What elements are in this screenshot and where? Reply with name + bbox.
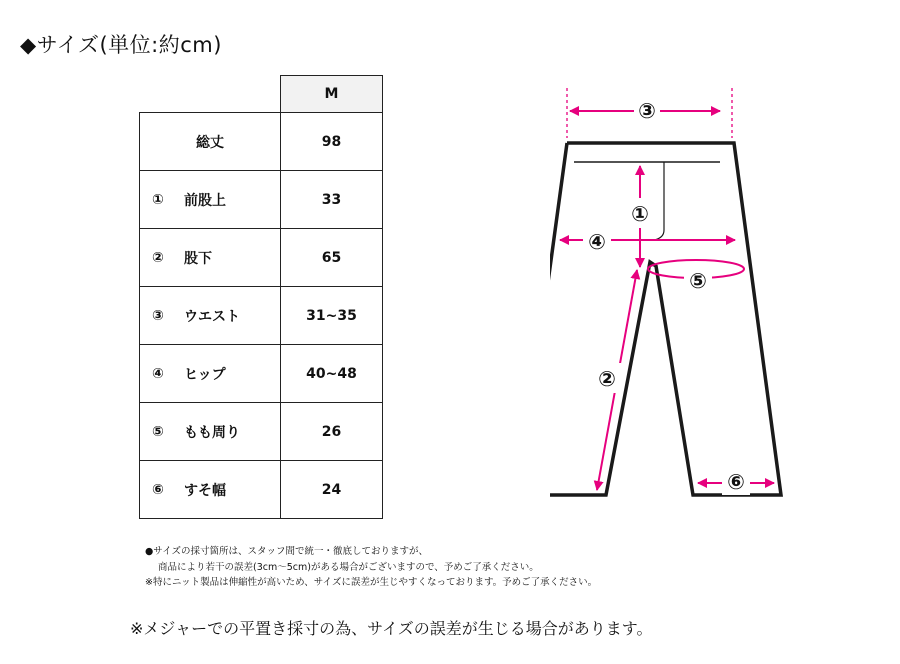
note-line: 商品により若干の誤差(3cm〜5cm)がある場合がございますので、予めご了承ください。 — [158, 561, 539, 573]
measure-value: 40~48 — [281, 345, 383, 403]
table-row — [140, 461, 383, 519]
size-column-header: M — [281, 76, 383, 113]
measure-value: 31~35 — [281, 287, 383, 345]
table-row — [140, 229, 383, 287]
label-front-rise-number: ① — [631, 202, 649, 226]
measure-value: 65 — [281, 229, 383, 287]
note-line: ●サイズの採寸箇所は、スタッフ間で統一・徹底しておりますが、 — [145, 546, 429, 557]
measure-label — [140, 229, 281, 287]
pants-outline — [550, 142, 781, 495]
label-inseam-number: ② — [598, 367, 616, 391]
measure-number: ② — [152, 249, 164, 266]
measure-number: ③ — [152, 307, 164, 324]
measure-number: ⑥ — [152, 481, 164, 498]
note-line: ※特にニット製品は伸縮性が高いため、サイズに誤差が生じやすくなっております。予めご了承ください。 — [145, 577, 598, 588]
measure-label — [140, 345, 281, 403]
measure-label — [140, 403, 281, 461]
table-row — [140, 345, 383, 403]
table-row — [140, 171, 383, 229]
measure-label — [140, 113, 281, 171]
label-thigh-number: ⑤ — [689, 269, 707, 293]
size-table — [139, 75, 383, 519]
label-waist-number: ③ — [638, 99, 656, 123]
measure-name: すそ幅 — [184, 482, 226, 499]
size-table-corner — [140, 76, 281, 113]
page-title: ◆サイズ(単位:約cm) — [20, 33, 222, 57]
size-table-header-row — [140, 76, 383, 113]
table-row — [140, 403, 383, 461]
measure-name: 総丈 — [196, 134, 224, 151]
measurement-notes — [145, 544, 597, 591]
measure-number: ① — [152, 191, 164, 208]
fly-line — [654, 162, 664, 240]
measure-name: もも周り — [184, 424, 240, 441]
measure-number: ④ — [152, 365, 164, 382]
measure-name: 股下 — [184, 250, 212, 267]
measure-label — [140, 461, 281, 519]
measure-value: 26 — [281, 403, 383, 461]
label-hip-number: ④ — [588, 230, 606, 254]
measure-name: ヒップ — [184, 366, 226, 383]
measure-label — [140, 171, 281, 229]
measure-label — [140, 287, 281, 345]
pants-body-outline — [550, 143, 781, 495]
measure-value: 98 — [281, 113, 383, 171]
table-row — [140, 287, 383, 345]
measure-name: 前股上 — [184, 192, 226, 209]
pants-measurement-diagram — [550, 80, 800, 510]
table-row — [140, 113, 383, 171]
measure-value: 24 — [281, 461, 383, 519]
flat-measurement-note: ※メジャーでの平置き採寸の為、サイズの誤差が生じる場合があります。 — [130, 619, 653, 638]
measure-number: ⑤ — [152, 423, 164, 440]
measure-value: 33 — [281, 171, 383, 229]
label-hem-number: ⑥ — [727, 470, 745, 494]
measure-name: ウエスト — [184, 308, 240, 325]
